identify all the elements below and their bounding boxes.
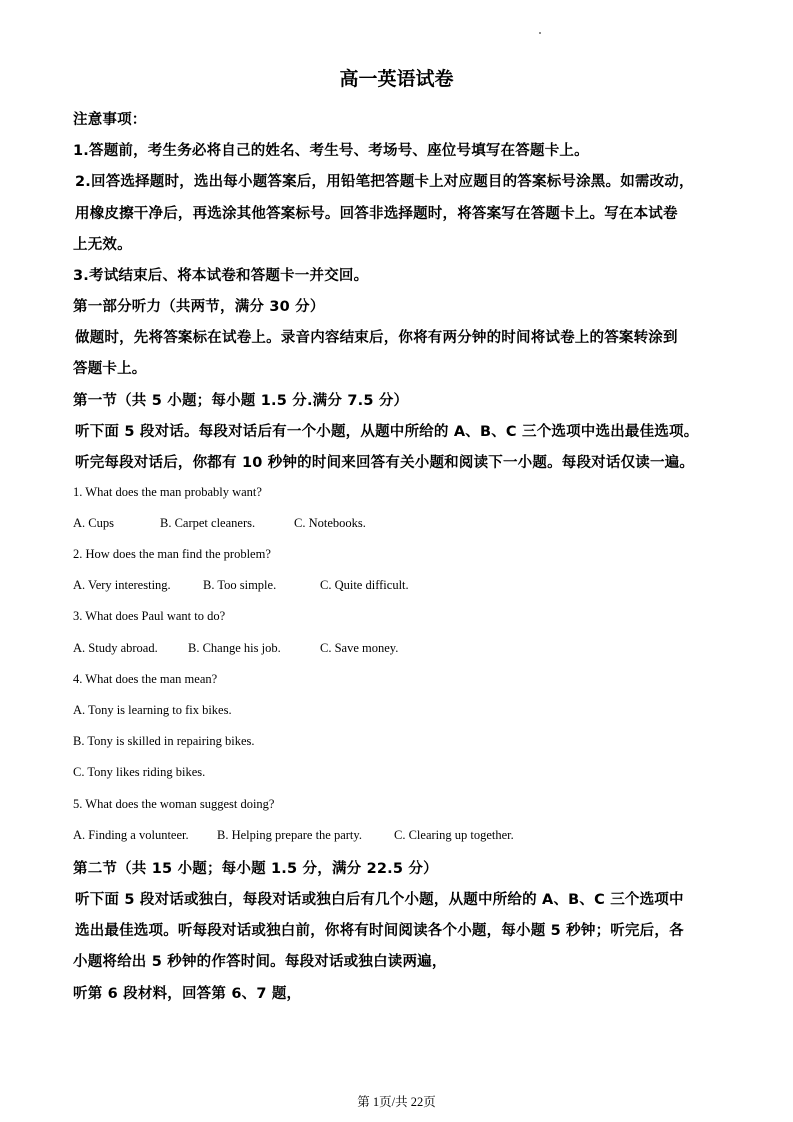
- question-4-option-a[interactable]: A. Tony is learning to fix bikes.: [73, 703, 232, 717]
- question-3-option-c[interactable]: C. Save money.: [320, 641, 399, 655]
- section1-instruction-line-2: 听完每段对话后，你都有 10 秒钟的时间来回答有关小题和阅读下一小题。每段对话仅读一遍。: [75, 455, 695, 471]
- section2-instruction-line-3: 小题将给出 5 秒钟的作答时间。每段对话或独白读两遍，: [73, 954, 447, 970]
- notice-item-2-line-2: 用橡皮擦干净后，再选涂其他答案标号。回答非选择题时，将答案写在答题卡上。写在本试卷: [75, 206, 678, 222]
- section1-instruction-line-1: 听下面 5 段对话。每段对话后有一个小题，从题中所给的 A、B、C 三个选项中选出最佳选项。: [75, 424, 699, 440]
- question-5-option-b[interactable]: B. Helping prepare the party.: [217, 828, 362, 842]
- question-1-options: [73, 516, 366, 531]
- page-title: 高一英语试卷: [339, 68, 454, 90]
- part1-heading: 第一部分听力（共两节，满分 30 分）: [73, 299, 325, 315]
- question-4-option-c[interactable]: C. Tony likes riding bikes.: [73, 765, 206, 779]
- notice-item-3: 3.考试结束后、将本试卷和答题卡一并交回。: [73, 268, 369, 284]
- question-2-option-b[interactable]: B. Too simple.: [203, 578, 277, 592]
- question-5-option-a[interactable]: A. Finding a volunteer.: [73, 828, 189, 842]
- question-5-options: [73, 828, 514, 843]
- question-2: 2. How does the man find the problem?: [73, 547, 271, 561]
- question-3-option-b[interactable]: B. Change his job.: [188, 641, 281, 655]
- page-footer: 第 1页/共 22页: [357, 1095, 436, 1109]
- question-3: 3. What does Paul want to do?: [73, 609, 226, 623]
- question-1-option-c[interactable]: C. Notebooks.: [294, 516, 366, 530]
- notice-item-2-line-1: 2.回答选择题时，选出每小题答案后，用铅笔把答题卡上对应题目的答案标号涂黑。如需改动，: [75, 174, 694, 190]
- part1-instruction-line-2: 答题卡上。: [73, 361, 147, 377]
- question-1: 1. What does the man probably want?: [73, 485, 262, 499]
- question-2-options: [73, 578, 409, 593]
- question-3-options: [73, 641, 398, 656]
- question-2-option-a[interactable]: A. Very interesting.: [73, 578, 171, 592]
- part1-instruction-line-1: 做题时，先将答案标在试卷上。录音内容结束后，你将有两分钟的时间将试卷上的答案转涂到: [75, 330, 678, 346]
- section1-heading: 第一节（共 5 小题；每小题 1.5 分.满分 7.5 分）: [73, 393, 409, 409]
- question-5-option-c[interactable]: C. Clearing up together.: [394, 828, 514, 842]
- section2-material-6: 听第 6 段材料，回答第 6、7 题，: [73, 986, 302, 1002]
- notice-heading: 注意事项：: [73, 112, 147, 128]
- section2-instruction-line-1: 听下面 5 段对话或独白，每段对话或独白后有几个小题，从题中所给的 A、B、C 三个选项中: [75, 892, 684, 908]
- question-1-option-b[interactable]: B. Carpet cleaners.: [160, 516, 256, 530]
- notice-item-2-line-3: 上无效。: [73, 237, 132, 253]
- question-4-option-b[interactable]: B. Tony is skilled in repairing bikes.: [73, 734, 255, 748]
- section2-heading: 第二节（共 15 小题；每小题 1.5 分，满分 22.5 分）: [73, 861, 438, 877]
- question-2-option-c[interactable]: C. Quite difficult.: [320, 578, 409, 592]
- scan-dot: [539, 32, 541, 34]
- question-1-option-a[interactable]: A. Cups: [73, 516, 114, 530]
- question-4: 4. What does the man mean?: [73, 672, 218, 686]
- question-3-option-a[interactable]: A. Study abroad.: [73, 641, 158, 655]
- section2-instruction-line-2: 选出最佳选项。听每段对话或独白前，你将有时间阅读各个小题，每小题 5 秒钟；听完后，各: [75, 923, 684, 939]
- notice-item-1: 1.答题前，考生务必将自己的姓名、考生号、考场号、座位号填写在答题卡上。: [73, 143, 589, 159]
- question-5: 5. What does the woman suggest doing?: [73, 797, 275, 811]
